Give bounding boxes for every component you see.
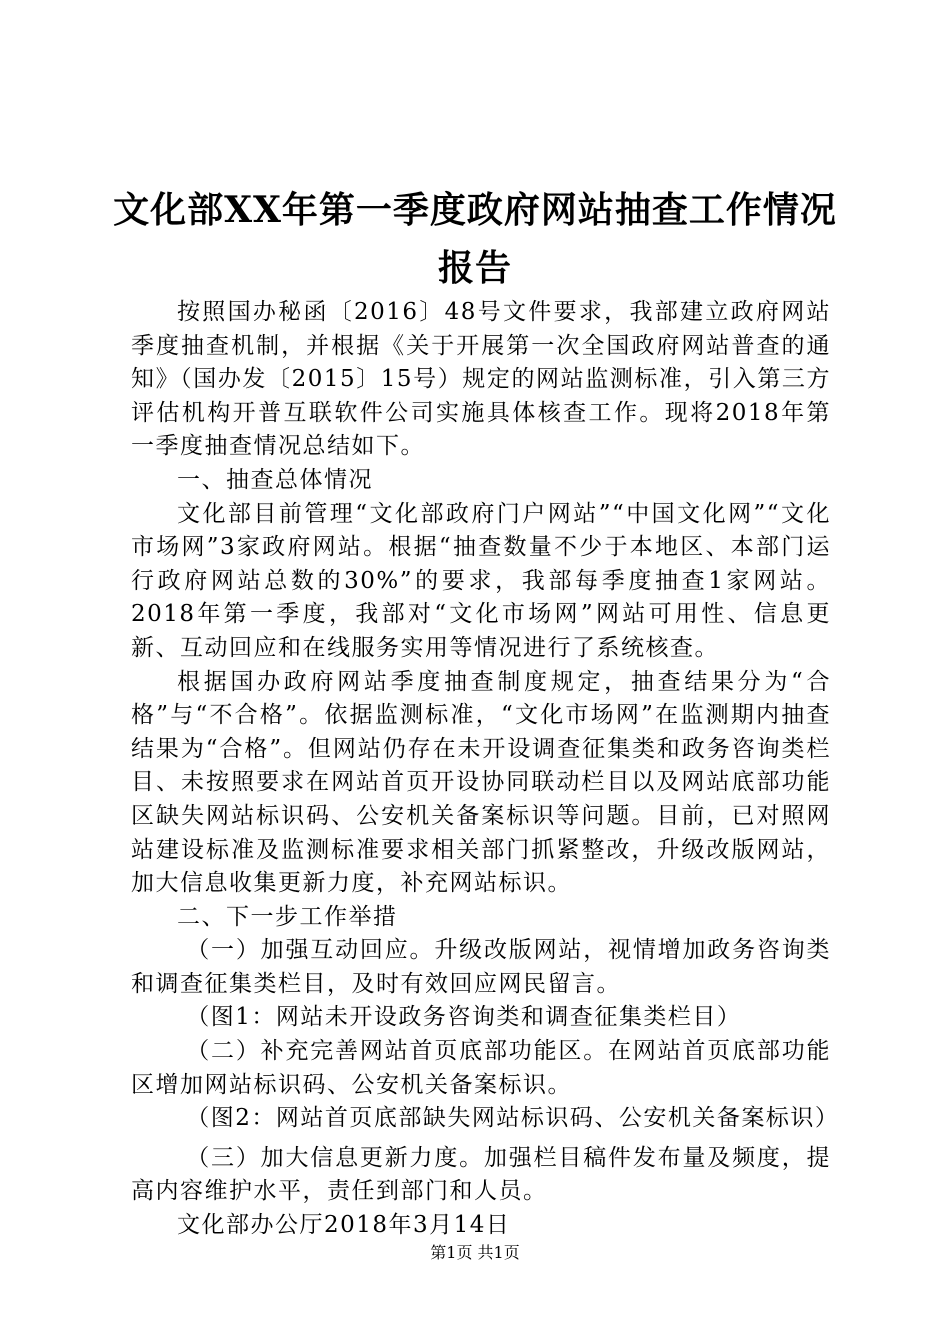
paragraph-result: 根据国办政府网站季度抽查制度规定，抽查结果分为“合格”与“不合格”。依据监测标准，“文化市场网”在监测期内抽查结果为“合格”。但网站仍存在未开设调查征集类和政务咨询类栏目、未按照要求在网站首页开设协同联动栏目以及网站底部功能区缺失网站标识码、公安机关备案标识等问题。目前，已对照网站建设标准及监测标准要求相关部门抓紧整改，升级改版网站，加大信息收集更新力度，补充网站标识。	[131, 668, 831, 897]
document-body	[131, 296, 840, 1243]
measure-item-1: （一）加强互动回应。升级改版网站，视情增加政务咨询类和调查征集类栏目，及时有效回应网民留言。	[131, 937, 831, 997]
section-heading-1: 一、抽查总体情况	[177, 466, 373, 493]
paragraph-overview: 文化部目前管理“文化部政府门户网站”“中国文化网”“文化市场网”3家政府网站。根据“抽查数量不少于本地区、本部门运行政府网站总数的30%”的要求，我部每季度抽查1家网站。2018年第一季度，我部对“文化市场网”网站可用性、信息更新、互动回应和在线服务实用等情况进行了系统核查。	[131, 500, 831, 661]
paragraph-intro: 按照国办秘函〔2016〕48号文件要求，我部建立政府网站季度抽查机制，并根据《关于开展第一次全国政府网站普查的通知》（国办发〔2015〕15号）规定的网站监测标准，引入第三方评估机构开普互联软件公司实施具体核查工作。现将2018年第一季度抽查情况总结如下。	[131, 299, 831, 460]
figure-caption-2: （图2：网站首页底部缺失网站标识码、公安机关备案标识）	[186, 1105, 840, 1132]
signature-date: 文化部办公厅2018年3月14日	[177, 1212, 511, 1239]
section-heading-2: 二、下一步工作举措	[177, 903, 398, 930]
document-title-line-2: 报告	[437, 247, 512, 289]
measure-item-2: （二）补充完善网站首页底部功能区。在网站首页底部功能区增加网站标识码、公安机关备案标识。	[131, 1038, 831, 1098]
document-title-line-1: 文化部XX年第一季度政府网站抽查工作情况	[113, 189, 837, 231]
measure-item-3: （三）加大信息更新力度。加强栏目稿件发布量及频度，提高内容维护水平，责任到部门和人员。	[131, 1144, 831, 1205]
page-number: 第1页 共1页	[430, 1243, 520, 1262]
figure-caption-1: （图1：网站未开设政务咨询类和调查征集类栏目）	[186, 1004, 742, 1031]
